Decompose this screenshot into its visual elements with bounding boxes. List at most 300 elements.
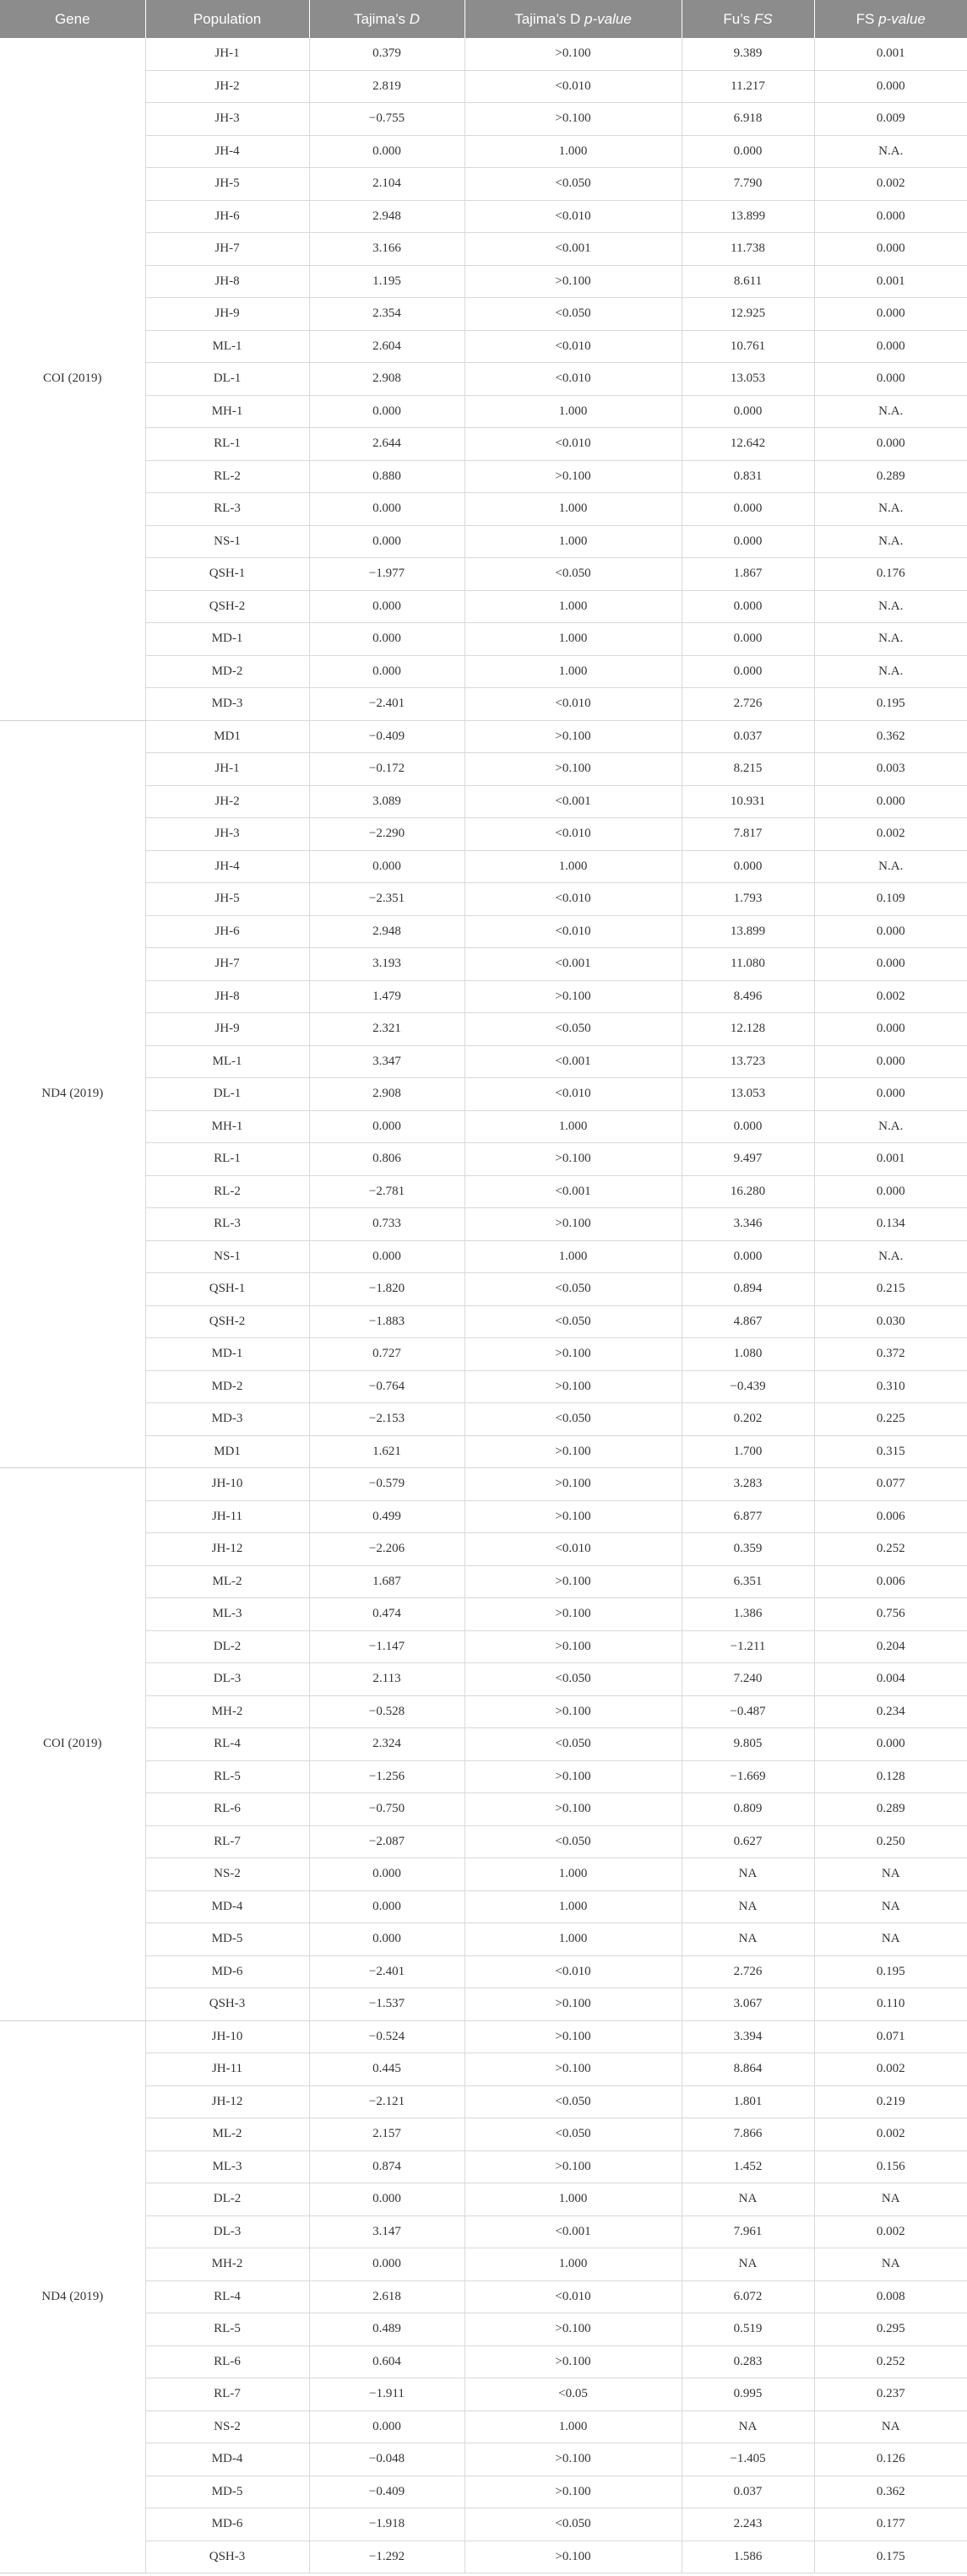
tajima-d-cell: 0.000	[309, 1858, 464, 1891]
tajima-p-value-cell: <0.010	[464, 200, 682, 233]
fu-fs-cell: 7.240	[682, 1663, 814, 1696]
fs-p-value-cell: 0.109	[814, 883, 967, 916]
population-cell: RL-4	[145, 2280, 309, 2313]
header-fs-p-value: FS p-value	[814, 0, 967, 38]
fs-p-value-cell: N.A.	[814, 395, 967, 428]
fs-p-value-cell: N.A.	[814, 1110, 967, 1143]
tajima-d-cell: 3.147	[309, 2215, 464, 2248]
population-cell: JH-1	[145, 38, 309, 70]
population-cell: RL-1	[145, 428, 309, 461]
tajima-p-value-cell: 1.000	[464, 1858, 682, 1891]
fs-p-value-cell: 0.204	[814, 1630, 967, 1663]
tajima-p-value-cell: <0.001	[464, 948, 682, 981]
fu-fs-cell: 12.128	[682, 1013, 814, 1046]
tajima-p-value-cell: 1.000	[464, 590, 682, 623]
fs-p-value-cell: N.A.	[814, 525, 967, 558]
fu-fs-cell: 3.346	[682, 1208, 814, 1241]
fu-fs-cell: 13.053	[682, 1078, 814, 1111]
population-cell: DL-3	[145, 1663, 309, 1696]
fu-fs-cell: 11.738	[682, 233, 814, 266]
table-row	[0, 363, 967, 396]
tajima-d-cell: 0.806	[309, 1143, 464, 1176]
fs-p-value-cell: 0.000	[814, 948, 967, 981]
fu-fs-cell: 0.894	[682, 1273, 814, 1306]
table-row	[0, 200, 967, 233]
tajima-p-value-cell: <0.050	[464, 1013, 682, 1046]
tajima-d-cell: 2.948	[309, 915, 464, 948]
fu-fs-cell: −0.487	[682, 1695, 814, 1728]
population-cell: JH-4	[145, 850, 309, 883]
tajima-d-cell: 0.000	[309, 395, 464, 428]
fs-p-value-cell: 0.000	[814, 1045, 967, 1078]
fs-p-value-cell: 0.250	[814, 1825, 967, 1858]
fs-p-value-cell: N.A.	[814, 1240, 967, 1273]
fu-fs-cell: −0.439	[682, 1370, 814, 1403]
tajima-d-cell: 0.000	[309, 2248, 464, 2281]
tajima-d-cell: 0.874	[309, 2150, 464, 2183]
population-cell: JH-6	[145, 915, 309, 948]
tajima-p-value-cell: >0.100	[464, 103, 682, 136]
fu-fs-cell: NA	[682, 1923, 814, 1956]
fs-p-value-cell: 0.295	[814, 2313, 967, 2346]
table-row	[0, 460, 967, 493]
fu-fs-cell: 7.866	[682, 2118, 814, 2151]
fs-p-value-cell: 0.175	[814, 2541, 967, 2573]
fs-p-value-cell: 0.362	[814, 720, 967, 753]
tajima-p-value-cell: 1.000	[464, 2411, 682, 2443]
tajima-d-cell: 0.880	[309, 460, 464, 493]
population-cell: JH-5	[145, 168, 309, 201]
table-row	[0, 1240, 967, 1273]
tajima-d-cell: 2.104	[309, 168, 464, 201]
tajima-p-value-cell: <0.010	[464, 915, 682, 948]
fu-fs-cell: 2.243	[682, 2508, 814, 2541]
fu-fs-cell: 0.202	[682, 1403, 814, 1436]
population-cell: MD-2	[145, 655, 309, 688]
fu-fs-cell: −1.669	[682, 1760, 814, 1793]
table-row	[0, 623, 967, 656]
header-tajima-d: Tajima’s D	[309, 0, 464, 38]
population-cell: MD-2	[145, 1370, 309, 1403]
table-row	[0, 135, 967, 168]
tajima-p-value-cell: 1.000	[464, 135, 682, 168]
tajima-p-value-cell: 1.000	[464, 493, 682, 526]
population-cell: MD-5	[145, 2476, 309, 2508]
fs-p-value-cell: N.A.	[814, 623, 967, 656]
tajima-d-cell: −2.121	[309, 2085, 464, 2118]
tajima-d-cell: 0.000	[309, 590, 464, 623]
tajima-p-value-cell: >0.100	[464, 1630, 682, 1663]
tajima-p-value-cell: >0.100	[464, 1793, 682, 1826]
tajima-p-value-cell: >0.100	[464, 2346, 682, 2378]
table-row	[0, 1988, 967, 2021]
population-cell: JH-9	[145, 1013, 309, 1046]
fs-p-value-cell: 0.030	[814, 1305, 967, 1338]
population-cell: MD-3	[145, 1403, 309, 1436]
tajima-d-cell: 2.819	[309, 70, 464, 103]
population-cell: ML-1	[145, 1045, 309, 1078]
fs-p-value-cell: 0.176	[814, 558, 967, 591]
fu-fs-cell: 9.805	[682, 1728, 814, 1761]
table-row	[0, 1273, 967, 1306]
population-cell: MD1	[145, 720, 309, 753]
table-row	[0, 1143, 967, 1176]
tajima-d-cell: −1.292	[309, 2541, 464, 2573]
tajima-p-value-cell: 1.000	[464, 655, 682, 688]
table-row	[0, 2248, 967, 2281]
tajima-p-value-cell: <0.010	[464, 330, 682, 363]
fs-p-value-cell: N.A.	[814, 493, 967, 526]
population-cell: RL-2	[145, 1175, 309, 1208]
tajima-d-cell: −2.087	[309, 1825, 464, 1858]
population-cell: RL-4	[145, 1728, 309, 1761]
fs-p-value-cell: 0.177	[814, 2508, 967, 2541]
population-cell: NS-1	[145, 1240, 309, 1273]
tajima-d-cell: −0.764	[309, 1370, 464, 1403]
population-cell: JH-3	[145, 818, 309, 851]
tajima-p-value-cell: <0.001	[464, 1045, 682, 1078]
table-row	[0, 428, 967, 461]
fu-fs-cell: 0.000	[682, 623, 814, 656]
tajima-d-cell: −2.781	[309, 1175, 464, 1208]
fs-p-value-cell: 0.001	[814, 265, 967, 298]
tajima-p-value-cell: 1.000	[464, 623, 682, 656]
fu-fs-cell: 0.359	[682, 1533, 814, 1566]
fu-fs-cell: 0.000	[682, 395, 814, 428]
table-row	[0, 2346, 967, 2378]
population-cell: RL-3	[145, 493, 309, 526]
table-row	[0, 2215, 967, 2248]
fs-p-value-cell: N.A.	[814, 655, 967, 688]
table-row	[0, 1500, 967, 1533]
table-row	[0, 168, 967, 201]
population-cell: NS-2	[145, 2411, 309, 2443]
table-row	[0, 2150, 967, 2183]
table-row	[0, 1728, 967, 1761]
fs-p-value-cell: 0.077	[814, 1468, 967, 1501]
population-cell: JH-2	[145, 785, 309, 818]
tajima-d-cell: 0.000	[309, 1110, 464, 1143]
tajima-d-cell: −0.750	[309, 1793, 464, 1826]
fs-p-value-cell: 0.215	[814, 1273, 967, 1306]
table-row	[0, 2313, 967, 2346]
fu-fs-cell: 0.000	[682, 655, 814, 688]
population-cell: JH-11	[145, 1500, 309, 1533]
fu-fs-cell: 0.519	[682, 2313, 814, 2346]
table-row	[0, 2020, 967, 2053]
fu-fs-cell: 10.761	[682, 330, 814, 363]
tajima-d-cell: 0.000	[309, 2411, 464, 2443]
table-row	[0, 2183, 967, 2216]
population-cell: JH-6	[145, 200, 309, 233]
fu-fs-cell: 0.809	[682, 1793, 814, 1826]
table-row	[0, 1468, 967, 1501]
tajima-p-value-cell: <0.050	[464, 1728, 682, 1761]
tajima-d-cell: −1.918	[309, 2508, 464, 2541]
table-row	[0, 1110, 967, 1143]
population-cell: JH-2	[145, 70, 309, 103]
table-row	[0, 1663, 967, 1696]
fu-fs-cell: 1.801	[682, 2085, 814, 2118]
population-cell: JH-7	[145, 233, 309, 266]
fu-fs-cell: 7.817	[682, 818, 814, 851]
tajima-p-value-cell: <0.050	[464, 2508, 682, 2541]
population-cell: MD-1	[145, 1338, 309, 1371]
fu-fs-cell: −1.405	[682, 2443, 814, 2476]
fu-fs-cell: 9.389	[682, 38, 814, 70]
tajima-d-cell: −0.528	[309, 1695, 464, 1728]
fs-p-value-cell: NA	[814, 1923, 967, 1956]
fs-p-value-cell: 0.289	[814, 1793, 967, 1826]
header-row	[0, 0, 967, 38]
gene-cell: COI (2019)	[0, 1468, 145, 2021]
population-cell: QSH-3	[145, 2541, 309, 2573]
tajima-p-value-cell: <0.050	[464, 2085, 682, 2118]
fs-p-value-cell: 0.000	[814, 1175, 967, 1208]
fs-p-value-cell: 0.008	[814, 2280, 967, 2313]
table-row	[0, 590, 967, 623]
population-cell: JH-5	[145, 883, 309, 916]
tajima-p-value-cell: <0.001	[464, 2215, 682, 2248]
fu-fs-cell: 10.931	[682, 785, 814, 818]
tajima-d-cell: 3.193	[309, 948, 464, 981]
tajima-p-value-cell: >0.100	[464, 38, 682, 70]
fs-p-value-cell: N.A.	[814, 590, 967, 623]
population-cell: JH-11	[145, 2053, 309, 2086]
table-row	[0, 233, 967, 266]
tajima-p-value-cell: >0.100	[464, 460, 682, 493]
fs-p-value-cell: N.A.	[814, 135, 967, 168]
fu-fs-cell: 9.497	[682, 1143, 814, 1176]
tajima-d-cell: −0.172	[309, 753, 464, 786]
table-row	[0, 330, 967, 363]
table-row	[0, 1370, 967, 1403]
tajima-d-cell: −0.409	[309, 720, 464, 753]
tajima-p-value-cell: 1.000	[464, 395, 682, 428]
table-row	[0, 1338, 967, 1371]
fs-p-value-cell: 0.000	[814, 200, 967, 233]
population-cell: RL-1	[145, 1143, 309, 1176]
fu-fs-cell: 11.080	[682, 948, 814, 981]
tajima-p-value-cell: >0.100	[464, 1468, 682, 1501]
fs-p-value-cell: NA	[814, 2411, 967, 2443]
table-row	[0, 1793, 967, 1826]
fu-fs-cell: 0.037	[682, 720, 814, 753]
tajima-p-value-cell: >0.100	[464, 2541, 682, 2573]
header-tajima-p-value: Tajima’s D p-value	[464, 0, 682, 38]
table-row	[0, 2378, 967, 2411]
tajima-d-cell: −1.977	[309, 558, 464, 591]
table-row	[0, 753, 967, 786]
table-row	[0, 1013, 967, 1046]
tajima-p-value-cell: <0.050	[464, 558, 682, 591]
fs-p-value-cell: 0.001	[814, 1143, 967, 1176]
fs-p-value-cell: 0.128	[814, 1760, 967, 1793]
table-row	[0, 558, 967, 591]
fs-p-value-cell: 0.002	[814, 168, 967, 201]
fs-p-value-cell: 0.234	[814, 1695, 967, 1728]
fu-fs-cell: 6.351	[682, 1565, 814, 1598]
tajima-d-cell: 2.644	[309, 428, 464, 461]
population-cell: RL-7	[145, 1825, 309, 1858]
table-row	[0, 1825, 967, 1858]
population-cell: ML-3	[145, 1598, 309, 1631]
tajima-p-value-cell: >0.100	[464, 1695, 682, 1728]
fu-fs-cell: 3.283	[682, 1468, 814, 1501]
population-cell: MH-2	[145, 1695, 309, 1728]
table-row	[0, 1403, 967, 1436]
fs-p-value-cell: 0.002	[814, 980, 967, 1013]
table-row	[0, 1695, 967, 1728]
tajima-p-value-cell: >0.100	[464, 1598, 682, 1631]
tajima-d-cell: −0.048	[309, 2443, 464, 2476]
tajima-d-cell: 0.000	[309, 1240, 464, 1273]
population-cell: NS-2	[145, 1858, 309, 1891]
fu-fs-cell: 6.072	[682, 2280, 814, 2313]
tajima-p-value-cell: <0.001	[464, 1175, 682, 1208]
population-cell: JH-10	[145, 2020, 309, 2053]
population-cell: JH-12	[145, 2085, 309, 2118]
header-gene: Gene	[0, 0, 145, 38]
fu-fs-cell: 1.700	[682, 1435, 814, 1468]
fs-p-value-cell: 0.004	[814, 1663, 967, 1696]
population-cell: JH-9	[145, 298, 309, 331]
tajima-p-value-cell: 1.000	[464, 525, 682, 558]
table-row	[0, 655, 967, 688]
fs-p-value-cell: 0.289	[814, 460, 967, 493]
tajima-d-cell: 0.474	[309, 1598, 464, 1631]
fs-p-value-cell: 0.000	[814, 363, 967, 396]
table-row	[0, 785, 967, 818]
tajima-d-cell: 3.347	[309, 1045, 464, 1078]
table-row	[0, 1045, 967, 1078]
tajima-d-cell: 2.113	[309, 1663, 464, 1696]
fs-p-value-cell: 0.134	[814, 1208, 967, 1241]
population-cell: MD-5	[145, 1923, 309, 1956]
fs-p-value-cell: 0.000	[814, 428, 967, 461]
table-row	[0, 980, 967, 1013]
tajima-d-cell: −0.409	[309, 2476, 464, 2508]
fu-fs-cell: 0.000	[682, 1240, 814, 1273]
fu-fs-cell: 1.867	[682, 558, 814, 591]
tajima-d-cell: −2.401	[309, 688, 464, 721]
fs-p-value-cell: 0.219	[814, 2085, 967, 2118]
fu-fs-cell: 1.793	[682, 883, 814, 916]
header-fu-fs: Fu’s FS	[682, 0, 814, 38]
table-row	[0, 2476, 967, 2508]
population-cell: MD-1	[145, 623, 309, 656]
tajima-d-cell: 0.000	[309, 655, 464, 688]
tajima-p-value-cell: >0.100	[464, 980, 682, 1013]
tajima-p-value-cell: >0.100	[464, 1988, 682, 2021]
table-row	[0, 1630, 967, 1663]
gene-cell: ND4 (2019)	[0, 720, 145, 1468]
tajima-p-value-cell: >0.100	[464, 2443, 682, 2476]
table-row	[0, 2085, 967, 2118]
fs-p-value-cell: 0.002	[814, 2215, 967, 2248]
fs-p-value-cell: 0.126	[814, 2443, 967, 2476]
fu-fs-cell: 0.000	[682, 1110, 814, 1143]
tajima-p-value-cell: <0.050	[464, 1825, 682, 1858]
fs-p-value-cell: 0.002	[814, 818, 967, 851]
fs-p-value-cell: 0.000	[814, 1728, 967, 1761]
tajima-p-value-cell: <0.010	[464, 688, 682, 721]
tajima-d-cell: 2.618	[309, 2280, 464, 2313]
table-row	[0, 2053, 967, 2086]
tajima-d-cell: −1.911	[309, 2378, 464, 2411]
fs-p-value-cell: N.A.	[814, 850, 967, 883]
tajima-d-cell: −2.153	[309, 1403, 464, 1436]
fs-p-value-cell: 0.071	[814, 2020, 967, 2053]
tajima-p-value-cell: >0.100	[464, 1500, 682, 1533]
tajima-d-cell: 2.324	[309, 1728, 464, 1761]
population-cell: RL-7	[145, 2378, 309, 2411]
fu-fs-cell: 7.961	[682, 2215, 814, 2248]
population-cell: MD-4	[145, 2443, 309, 2476]
table-row	[0, 298, 967, 331]
table-row	[0, 2508, 967, 2541]
population-cell: ML-2	[145, 2118, 309, 2151]
table-row	[0, 1078, 967, 1111]
tajima-p-value-cell: <0.010	[464, 818, 682, 851]
tajima-d-cell: 0.000	[309, 1890, 464, 1923]
tajima-d-cell: 2.908	[309, 1078, 464, 1111]
fu-fs-cell: 13.899	[682, 200, 814, 233]
population-cell: RL-6	[145, 2346, 309, 2378]
fu-fs-cell: 1.586	[682, 2541, 814, 2573]
tajima-d-cell: −1.820	[309, 1273, 464, 1306]
population-cell: MH-1	[145, 395, 309, 428]
population-cell: JH-1	[145, 753, 309, 786]
fs-p-value-cell: 0.156	[814, 2150, 967, 2183]
tajima-p-value-cell: >0.100	[464, 1565, 682, 1598]
table-row	[0, 1858, 967, 1891]
tajima-p-value-cell: >0.100	[464, 2313, 682, 2346]
fu-fs-cell: NA	[682, 1858, 814, 1891]
population-cell: QSH-2	[145, 590, 309, 623]
population-cell: QSH-1	[145, 558, 309, 591]
tajima-p-value-cell: <0.010	[464, 2280, 682, 2313]
population-cell: JH-3	[145, 103, 309, 136]
header-population: Population	[145, 0, 309, 38]
population-cell: ML-1	[145, 330, 309, 363]
population-cell: JH-8	[145, 980, 309, 1013]
population-cell: ML-2	[145, 1565, 309, 1598]
fu-fs-cell: 13.899	[682, 915, 814, 948]
tajima-p-value-cell: 1.000	[464, 1240, 682, 1273]
fu-fs-cell: 4.867	[682, 1305, 814, 1338]
population-cell: MD-4	[145, 1890, 309, 1923]
tajima-p-value-cell: <0.050	[464, 1403, 682, 1436]
fu-fs-cell: 0.627	[682, 1825, 814, 1858]
fu-fs-cell: −1.211	[682, 1630, 814, 1663]
population-cell: MH-1	[145, 1110, 309, 1143]
table-header	[0, 0, 967, 38]
fu-fs-cell: 3.067	[682, 1988, 814, 2021]
population-cell: JH-4	[145, 135, 309, 168]
tajima-p-value-cell: >0.100	[464, 2150, 682, 2183]
tajima-d-cell: 0.000	[309, 850, 464, 883]
fu-fs-cell: 0.037	[682, 2476, 814, 2508]
fs-p-value-cell: 0.000	[814, 330, 967, 363]
population-cell: RL-5	[145, 2313, 309, 2346]
tajima-p-value-cell: 1.000	[464, 1110, 682, 1143]
table-row	[0, 1760, 967, 1793]
population-cell: QSH-1	[145, 1273, 309, 1306]
population-cell: RL-5	[145, 1760, 309, 1793]
tajima-d-cell: 0.727	[309, 1338, 464, 1371]
table-row	[0, 38, 967, 70]
